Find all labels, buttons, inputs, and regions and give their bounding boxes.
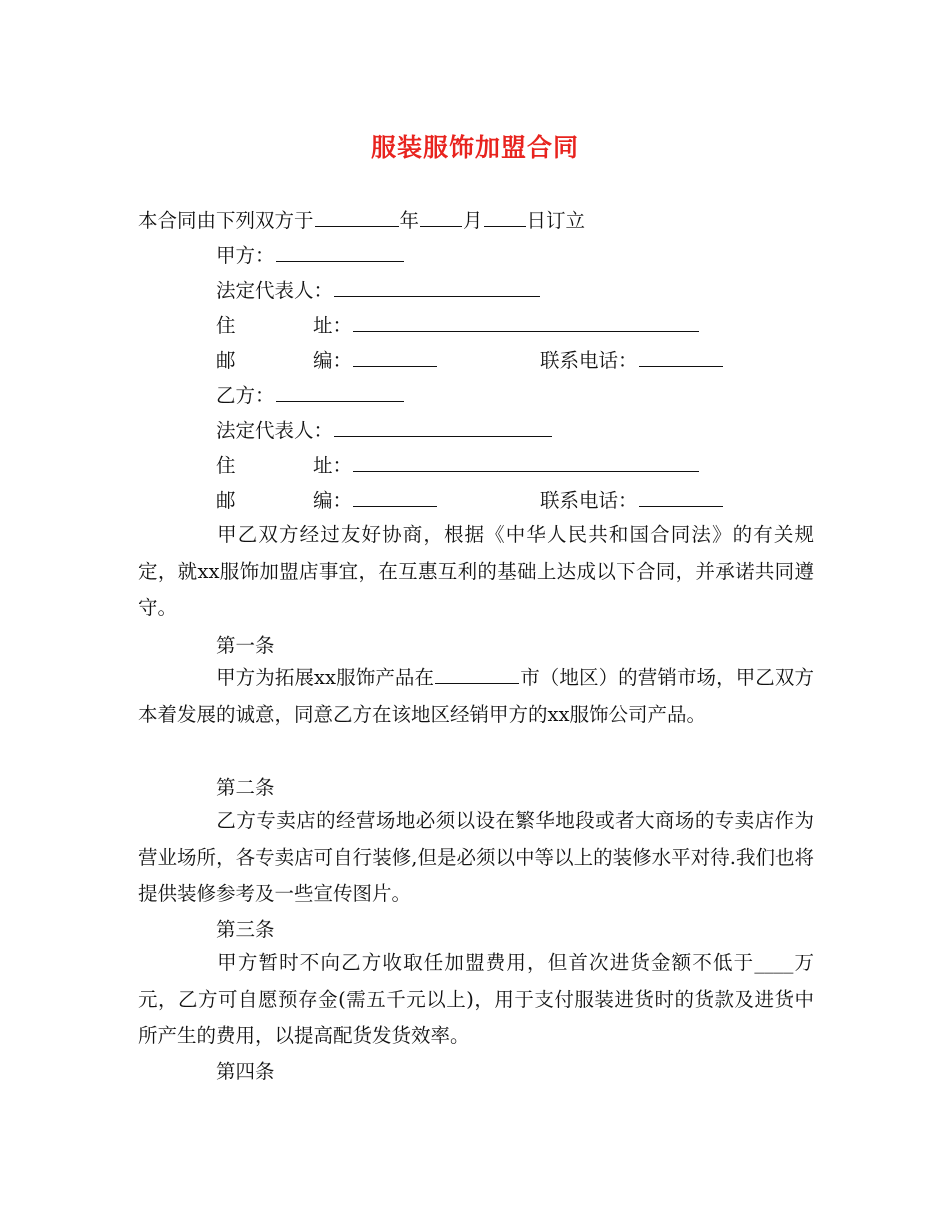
party-a-blank[interactable] [276, 243, 404, 262]
article-2-text: 乙方专卖店的经营场地必须以设在繁华地段或者大商场的专卖店作为营业场所，各专卖店可自行装修,但是必须以中等以上的装修水平对待.我们也将提供装修参考及一些宣传图片。 [138, 809, 814, 905]
preamble-text: 甲乙双方经过友好协商，根据《中华人民共和国合同法》的有关规定，就xx服饰加盟店事宜，在互惠互利的基础上达成以下合同，并承诺共同遵守。 [138, 523, 814, 619]
party-b-post-label-1: 邮 [216, 489, 236, 512]
party-a-addr-blank[interactable] [353, 313, 699, 332]
party-b-post-blank[interactable] [353, 488, 437, 507]
article-1-text-after: 市（地区）的营销市场，甲乙双方本着发展的诚意，同意乙方在该地区经销甲方的xx服饰公司产品。 [138, 666, 814, 726]
party-a-phone-blank[interactable] [639, 348, 723, 367]
preamble-paragraph [138, 517, 814, 627]
party-a-post-row [313, 348, 438, 374]
party-b-post-label-2: 编： [313, 489, 353, 512]
article-1-heading: 第一条 [216, 634, 275, 657]
party-b-rep-row [216, 418, 553, 444]
intro-line [138, 208, 585, 234]
article-1-text-before: 甲方为拓展xx服饰产品在 [216, 666, 435, 689]
article-1-city-blank[interactable] [435, 665, 519, 684]
intro-year: 年 [399, 209, 420, 232]
party-a-rep-row [216, 278, 541, 304]
intro-month: 月 [463, 209, 483, 232]
date-month-blank[interactable] [420, 208, 462, 227]
party-a-post-blank[interactable] [353, 348, 437, 367]
party-a-addr-row [313, 313, 700, 339]
party-a-addr-label-2: 址： [313, 314, 353, 337]
party-a-post-label-1: 邮 [216, 349, 236, 372]
article-1-paragraph [138, 660, 814, 733]
article-3-amount-blank[interactable]: ____ [754, 951, 794, 974]
party-b-addr-blank[interactable] [353, 453, 699, 472]
party-b-addr-label-2: 址： [313, 454, 353, 477]
article-3-text-before: 甲方暂时不向乙方收取任加盟费用，但首次进货金额不低于 [216, 951, 755, 974]
date-day-blank[interactable] [484, 208, 526, 227]
party-b-blank[interactable] [276, 383, 404, 402]
party-a-row [216, 243, 405, 269]
party-a-rep-blank[interactable] [334, 278, 540, 297]
party-a-phone-row [540, 348, 724, 374]
intro-day: 日订立 [526, 209, 586, 232]
party-b-rep-label: 法定代表人： [216, 419, 334, 442]
intro-prefix: 本合同由下列双方于 [138, 209, 314, 232]
party-a-addr-label-1: 住 [216, 314, 236, 337]
party-b-rep-blank[interactable] [334, 418, 552, 437]
party-b-addr-row [313, 453, 700, 479]
article-4-heading: 第四条 [216, 1060, 275, 1083]
party-b-phone-blank[interactable] [639, 488, 723, 507]
party-b-phone-row [540, 488, 724, 514]
article-2-heading: 第二条 [216, 776, 275, 799]
article-3-heading: 第三条 [216, 918, 275, 941]
party-a-label: 甲方： [216, 244, 275, 267]
article-3-text-after: 万元，乙方可自愿预存金(需五千元以上)，用于支付服装进货时的货款及进货中所产生的费用，以提高配货发货效率。 [138, 951, 814, 1047]
party-a-rep-label: 法定代表人： [216, 279, 334, 302]
party-b-post-row [313, 488, 438, 514]
party-b-addr-label-1: 住 [216, 454, 236, 477]
party-a-phone-label: 联系电话： [540, 349, 638, 372]
article-2-paragraph [138, 803, 814, 913]
party-a-post-label-2: 编： [313, 349, 353, 372]
date-year-blank[interactable] [315, 208, 399, 227]
party-b-label: 乙方： [216, 384, 275, 407]
document-title: 服装服饰加盟合同 [370, 133, 579, 162]
party-b-phone-label: 联系电话： [540, 489, 638, 512]
party-b-row [216, 383, 405, 409]
article-3-paragraph [138, 945, 814, 1055]
